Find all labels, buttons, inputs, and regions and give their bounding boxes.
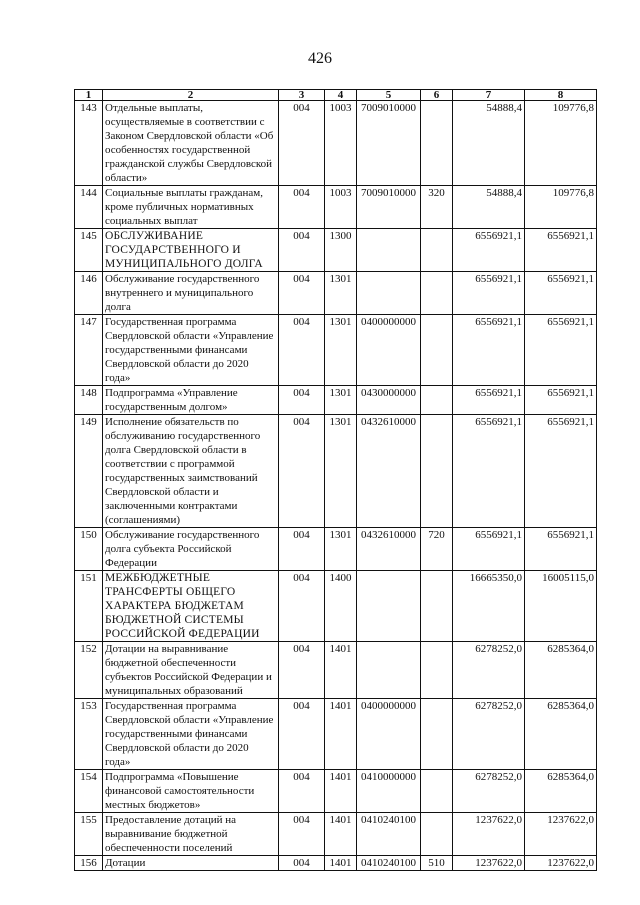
row-expense-type (421, 699, 453, 770)
row-number: 154 (75, 770, 103, 813)
row-section-code: 1400 (325, 571, 357, 642)
row-expense-type (421, 315, 453, 386)
row-number: 149 (75, 415, 103, 528)
row-amount-year2: 1237622,0 (525, 856, 597, 871)
row-target-code: 0430000000 (357, 386, 421, 415)
row-section-code: 1003 (325, 101, 357, 186)
row-ministry-code: 004 (279, 415, 325, 528)
row-amount-year1: 6278252,0 (453, 699, 525, 770)
row-number: 148 (75, 386, 103, 415)
row-target-code: 7009010000 (357, 186, 421, 229)
table-row (75, 813, 597, 856)
row-amount-year2: 1237622,0 (525, 813, 597, 856)
row-section-code: 1401 (325, 813, 357, 856)
row-name: Исполнение обязательств по обслуживанию государственного долга Свердловской области в соответствии с программой государственных заимствований Свердловской области и заключенными контрактами (соглашениями) (103, 415, 279, 528)
row-number: 145 (75, 229, 103, 272)
row-ministry-code: 004 (279, 315, 325, 386)
table-row (75, 571, 597, 642)
row-name: Дотации на выравнивание бюджетной обеспеченности субъектов Российской Федерации и муниципальных образований (103, 642, 279, 699)
row-number: 144 (75, 186, 103, 229)
row-name: МЕЖБЮДЖЕТНЫЕ ТРАНСФЕРТЫ ОБЩЕГО ХАРАКТЕРА БЮДЖЕТАМ БЮДЖЕТНОЙ СИСТЕМЫ РОССИЙСКОЙ ФЕДЕРАЦИИ (103, 571, 279, 642)
row-target-code: 0410000000 (357, 770, 421, 813)
column-header: 4 (325, 90, 357, 101)
row-expense-type: 510 (421, 856, 453, 871)
row-amount-year2: 6556921,1 (525, 272, 597, 315)
row-expense-type (421, 229, 453, 272)
column-header: 1 (75, 90, 103, 101)
row-expense-type (421, 101, 453, 186)
table-row (75, 699, 597, 770)
row-amount-year2: 6556921,1 (525, 386, 597, 415)
row-expense-type: 320 (421, 186, 453, 229)
row-target-code: 0410240100 (357, 813, 421, 856)
row-number: 151 (75, 571, 103, 642)
row-name: Социальные выплаты гражданам, кроме публичных нормативных социальных выплат (103, 186, 279, 229)
page-number: 426 (308, 50, 332, 67)
row-target-code: 0410240100 (357, 856, 421, 871)
row-number: 152 (75, 642, 103, 699)
budget-table (74, 89, 597, 871)
row-ministry-code: 004 (279, 101, 325, 186)
row-expense-type (421, 770, 453, 813)
row-ministry-code: 004 (279, 642, 325, 699)
row-target-code (357, 229, 421, 272)
row-amount-year2: 6556921,1 (525, 415, 597, 528)
table-row (75, 101, 597, 186)
row-ministry-code: 004 (279, 571, 325, 642)
row-expense-type (421, 571, 453, 642)
row-expense-type (421, 813, 453, 856)
row-amount-year1: 1237622,0 (453, 813, 525, 856)
row-amount-year2: 6285364,0 (525, 699, 597, 770)
row-expense-type (421, 642, 453, 699)
row-ministry-code: 004 (279, 856, 325, 871)
row-amount-year2: 6556921,1 (525, 229, 597, 272)
row-number: 147 (75, 315, 103, 386)
row-expense-type (421, 386, 453, 415)
row-section-code: 1401 (325, 856, 357, 871)
row-amount-year2: 109776,8 (525, 101, 597, 186)
row-ministry-code: 004 (279, 386, 325, 415)
row-target-code: 0432610000 (357, 528, 421, 571)
table-row (75, 856, 597, 871)
row-amount-year2: 6285364,0 (525, 770, 597, 813)
row-ministry-code: 004 (279, 186, 325, 229)
row-amount-year1: 6278252,0 (453, 770, 525, 813)
row-section-code: 1301 (325, 272, 357, 315)
row-section-code: 1300 (325, 229, 357, 272)
row-ministry-code: 004 (279, 272, 325, 315)
row-amount-year2: 6556921,1 (525, 528, 597, 571)
row-section-code: 1301 (325, 528, 357, 571)
row-target-code: 0400000000 (357, 315, 421, 386)
column-header: 2 (103, 90, 279, 101)
row-expense-type: 720 (421, 528, 453, 571)
table-row (75, 386, 597, 415)
row-amount-year1: 6556921,1 (453, 229, 525, 272)
row-name: Предоставление дотаций на выравнивание бюджетной обеспеченности поселений (103, 813, 279, 856)
row-name: Дотации (103, 856, 279, 871)
row-amount-year1: 54888,4 (453, 186, 525, 229)
table-row (75, 229, 597, 272)
row-name: Государственная программа Свердловской области «Управление государственными финансами Свердловской области до 2020 года» (103, 699, 279, 770)
row-name: Обслуживание государственного долга субъекта Российской Федерации (103, 528, 279, 571)
row-ministry-code: 004 (279, 699, 325, 770)
row-expense-type (421, 272, 453, 315)
table-row (75, 642, 597, 699)
row-name: Обслуживание государственного внутреннего и муниципального долга (103, 272, 279, 315)
row-target-code (357, 571, 421, 642)
row-number: 146 (75, 272, 103, 315)
column-header: 7 (453, 90, 525, 101)
row-target-code (357, 642, 421, 699)
row-number: 143 (75, 101, 103, 186)
row-target-code: 7009010000 (357, 101, 421, 186)
row-amount-year1: 54888,4 (453, 101, 525, 186)
table-row (75, 770, 597, 813)
row-amount-year1: 6556921,1 (453, 315, 525, 386)
row-name: Отдельные выплаты, осуществляемые в соответствии с Законом Свердловской области «Об особенностях государственной гражданской службы Свердловской области» (103, 101, 279, 186)
row-section-code: 1301 (325, 315, 357, 386)
row-target-code (357, 272, 421, 315)
row-section-code: 1003 (325, 186, 357, 229)
row-target-code: 0400000000 (357, 699, 421, 770)
row-section-code: 1401 (325, 699, 357, 770)
row-amount-year1: 6556921,1 (453, 415, 525, 528)
row-name: ОБСЛУЖИВАНИЕ ГОСУДАРСТВЕННОГО И МУНИЦИПАЛЬНОГО ДОЛГА (103, 229, 279, 272)
table-row (75, 272, 597, 315)
table-row (75, 528, 597, 571)
row-amount-year1: 6556921,1 (453, 528, 525, 571)
column-header: 5 (357, 90, 421, 101)
row-number: 155 (75, 813, 103, 856)
row-section-code: 1301 (325, 415, 357, 528)
row-target-code: 0432610000 (357, 415, 421, 528)
row-amount-year1: 6556921,1 (453, 386, 525, 415)
row-amount-year1: 1237622,0 (453, 856, 525, 871)
row-section-code: 1401 (325, 770, 357, 813)
header-row (75, 90, 597, 101)
row-name: Подпрограмма «Повышение финансовой самостоятельности местных бюджетов» (103, 770, 279, 813)
row-ministry-code: 004 (279, 813, 325, 856)
row-expense-type (421, 415, 453, 528)
column-header: 8 (525, 90, 597, 101)
row-ministry-code: 004 (279, 229, 325, 272)
row-amount-year2: 109776,8 (525, 186, 597, 229)
column-header: 3 (279, 90, 325, 101)
row-amount-year1: 6278252,0 (453, 642, 525, 699)
row-name: Государственная программа Свердловской области «Управление государственными финансами Свердловской области до 2020 года» (103, 315, 279, 386)
row-ministry-code: 004 (279, 770, 325, 813)
row-number: 150 (75, 528, 103, 571)
row-amount-year1: 16665350,0 (453, 571, 525, 642)
column-header: 6 (421, 90, 453, 101)
table-row (75, 315, 597, 386)
table-row (75, 186, 597, 229)
row-section-code: 1301 (325, 386, 357, 415)
row-amount-year2: 16005115,0 (525, 571, 597, 642)
row-section-code: 1401 (325, 642, 357, 699)
row-amount-year2: 6285364,0 (525, 642, 597, 699)
row-ministry-code: 004 (279, 528, 325, 571)
row-name: Подпрограмма «Управление государственным долгом» (103, 386, 279, 415)
row-amount-year2: 6556921,1 (525, 315, 597, 386)
row-number: 153 (75, 699, 103, 770)
row-number: 156 (75, 856, 103, 871)
table-row (75, 415, 597, 528)
row-amount-year1: 6556921,1 (453, 272, 525, 315)
